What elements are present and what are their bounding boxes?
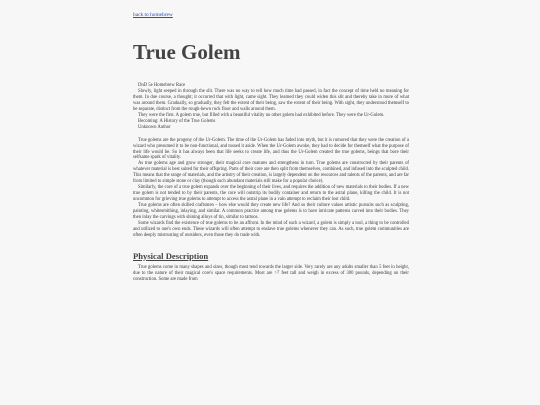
page-title: True Golem	[133, 40, 241, 64]
quote-attribution: Becoming: A History of the True Golems	[138, 118, 216, 124]
article-column	[133, 12, 409, 283]
back-to-homebrew-link[interactable]: back to homebrew	[133, 12, 173, 18]
lore-paragraph: True golems are often skilled craftsmen – how else would they create new life? And so their culture values artistic pursuits such as sculpting, painting, whitesmithing, inlaying, and similar. A common practice among true golems is to have intricate patterns carved into their bodies. They then inlay the carvings with shining alloys of tin, similar to tattoos.	[133, 203, 409, 221]
intro-quote: Slowly, light seeped in through the slit. There was no way to tell how much time had passed, in fact the concept of time held no meaning for them. In due course, a thought; it occurred that with light, came sight. They learned they could widen this slit and thereby take in more of what was around them. Gradually, so gradually, they felt the extent of their being, saw the extent of their being. With sight, they understood themself to be separate, distinct from the rough-hewn rock floor and walls around them.	[133, 88, 409, 112]
physical-description-heading: Physical Description	[133, 250, 209, 261]
lore-paragraph: Some wizards find the existence of true golems to be an affront. In the mind of such a wizard, a golem is simply a tool, a thing to be controlled and utilized to one's own ends. These wizards will often attempt to enslave true golems whenever they can. As such, true golem communities are often deeply mistrusting of outsiders, even those they do trade with.	[133, 220, 409, 238]
quote-author: Unknown Author	[138, 124, 171, 130]
physical-description-section	[133, 265, 409, 283]
lore-section	[133, 138, 409, 239]
spacer	[133, 131, 409, 138]
lore-paragraph: As true golems age and grow stronger, their magical core matures and strengthens in turn. True golems are constructed by their parents of whatever material is best suited for their offspring. Parts of their core are then split from themselves, combined, and infused into the sculpted child. This means that the range of materials, and the artistry of their creation, is largely dependent on the resources and talents of the parents, and are far from limited to simple stone or clay (though such abundant materials still make for a popular choice).	[133, 161, 410, 185]
lore-paragraph: True golems are the progeny of the Ur-Golem. The time of the Ur-Golem has faded into myth, but it is rumored that they were the creation of a wizard who presumed it to be non-functional, and tossed it aside. When the Ur-Golem awoke, they had to decide for themself what the purpose of their life would be. So it has always been that life seeks to create life, and thus the Ur-Golem created the true golems, beings that bore their selfsame spark of vitality.	[133, 137, 409, 161]
lore-paragraph: Similarly, the core of a true golem expands over the beginning of their lives, and requires the addition of new materials to their bodies. If a new true golem is not tended to by their parents, the core will outstrip its bodily container and return to the astral plane, killing the child. It is not uncommon for grieving true golems to attempt to access the astral plane in a vain attempt to reclaim their lost child.	[133, 185, 409, 203]
intro-block	[133, 83, 409, 131]
intro-quote-continued: They were the first. A golem true, but filled with a beautiful vitality no other golem had exhibited before. They were the Ur-Golem.	[138, 112, 385, 118]
physical-description-paragraph: True golems come in many shapes and sizes, though most tend towards the larger side. Very rarely are any adults smaller than 5 feet in height, due to the nature of their magical core's space requirements. Most are >7 feet tall and weigh in excess of 300 pounds, depending on their construction. Some are made from	[133, 264, 409, 282]
race-subtitle: DnD 5e Homebrew Race	[138, 83, 186, 88]
